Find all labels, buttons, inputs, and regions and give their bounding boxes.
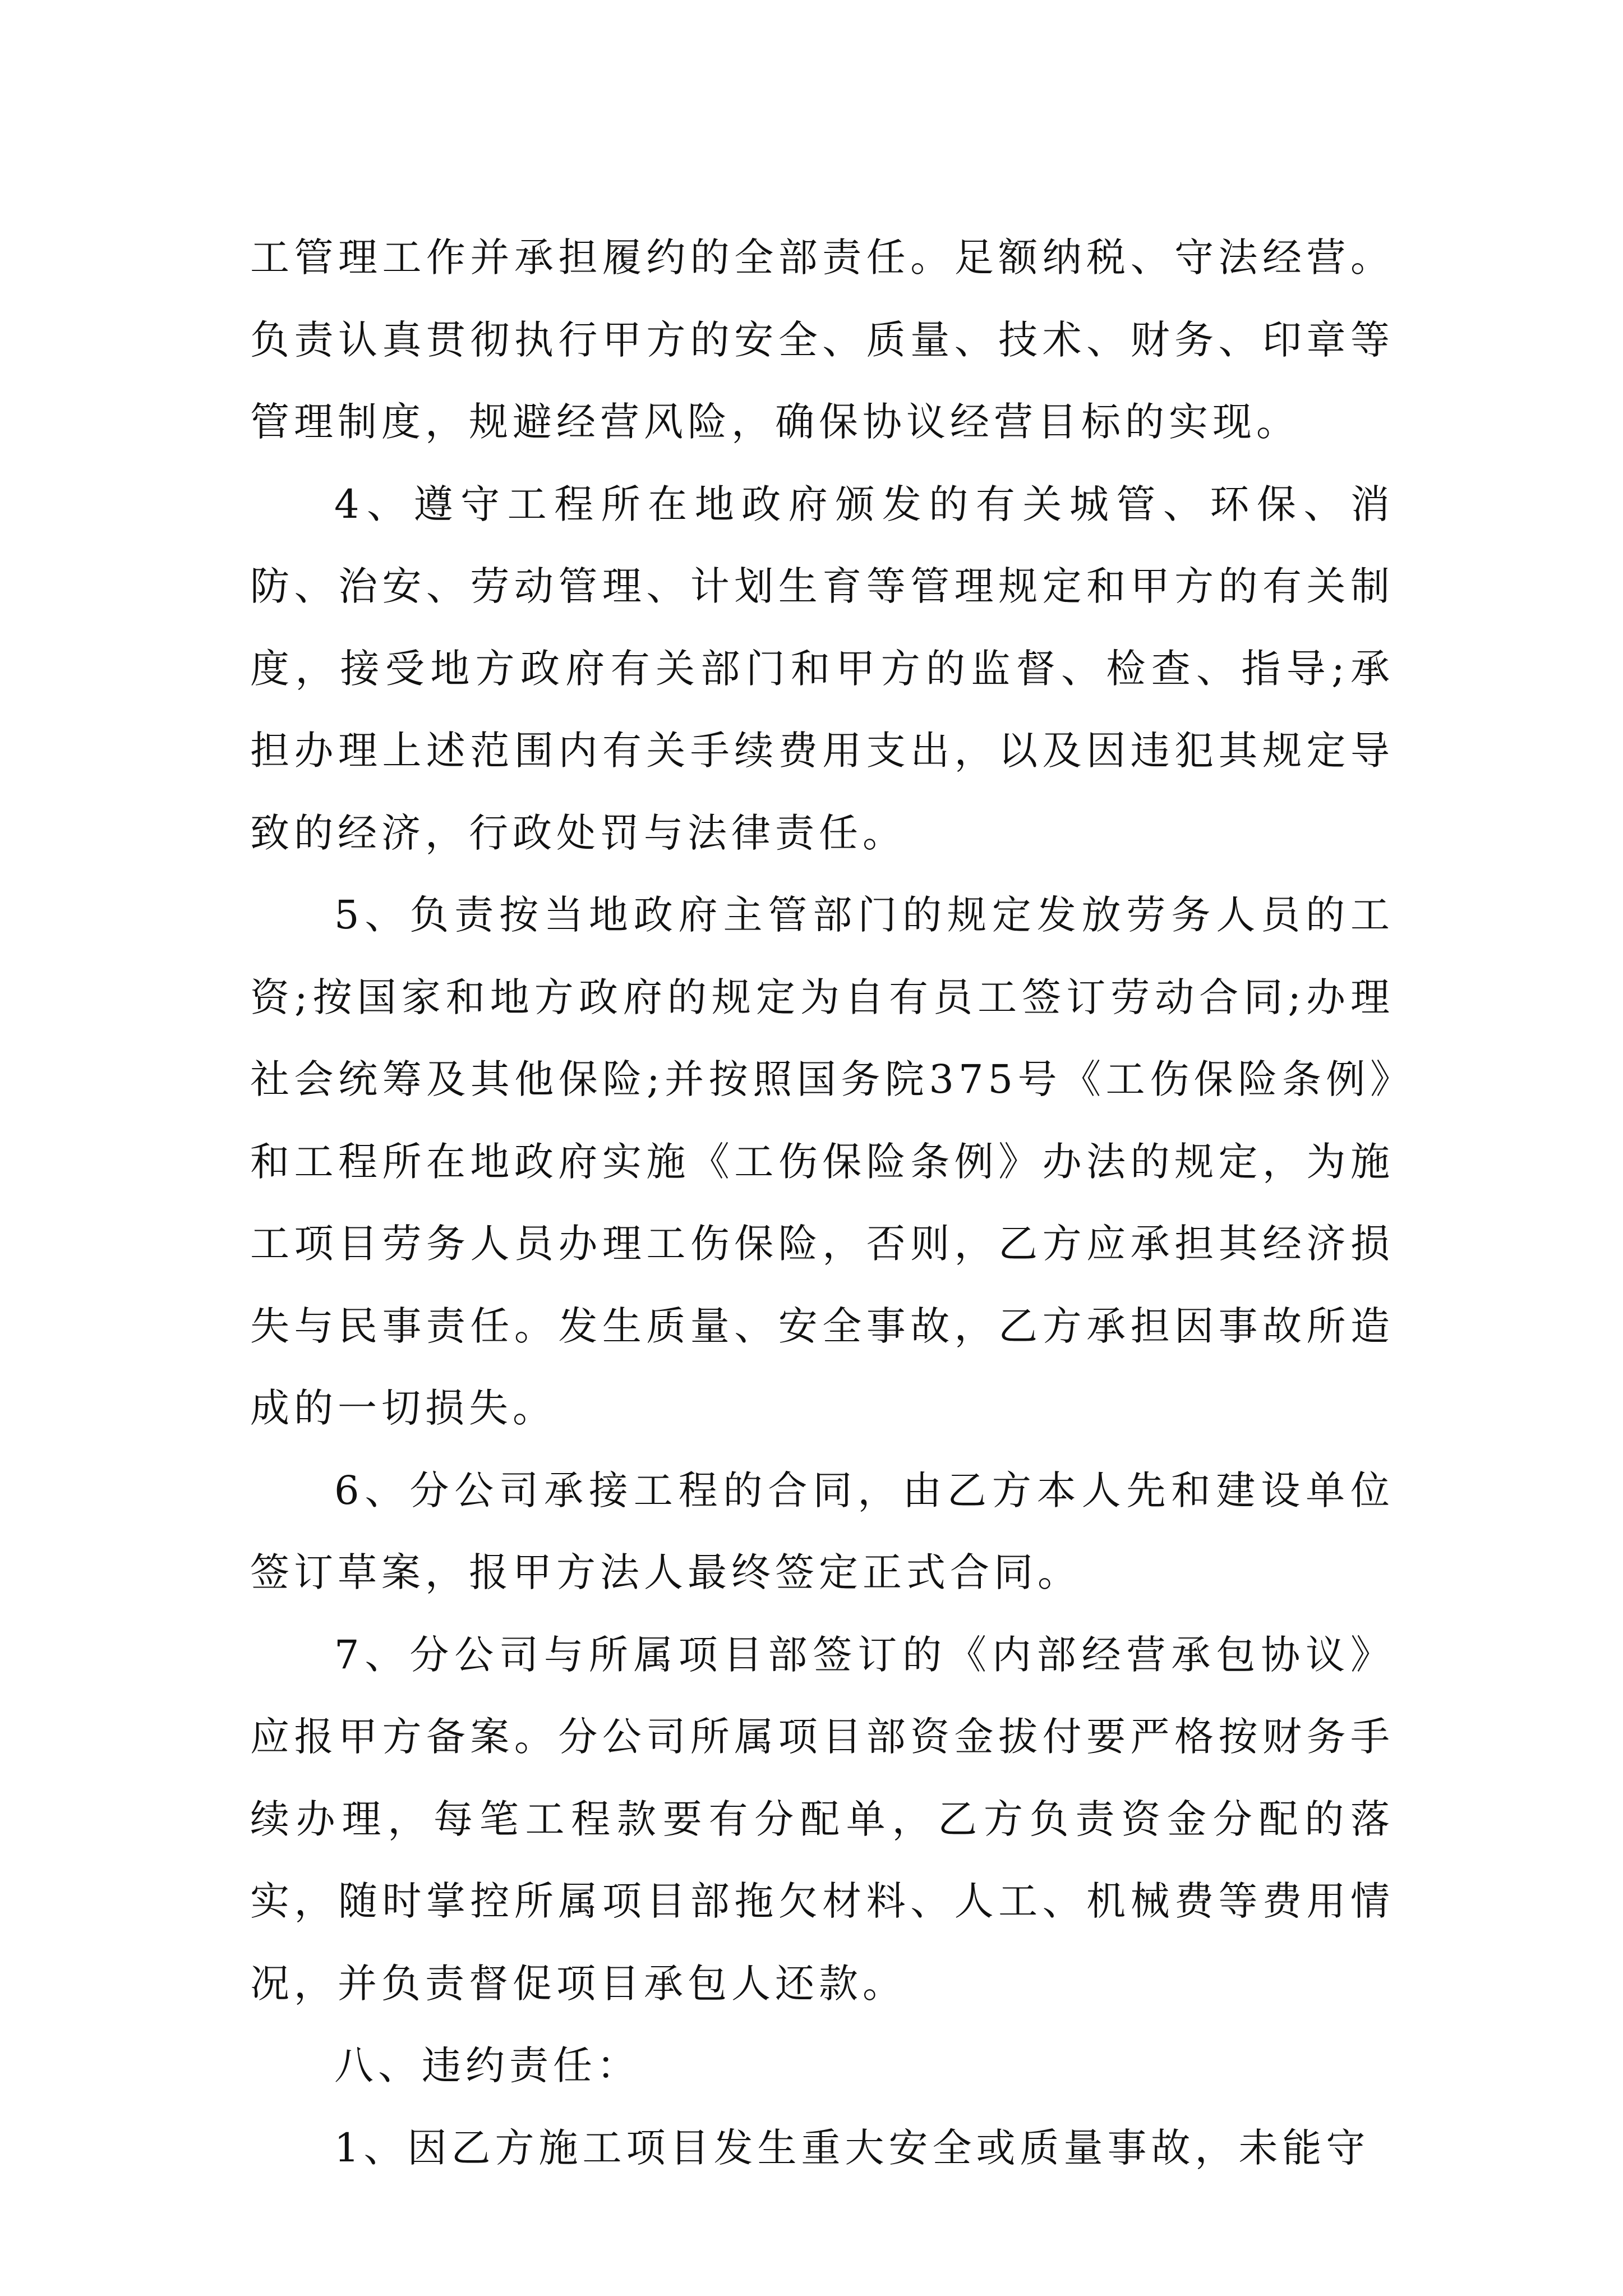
paragraph-3: 5、负责按当地政府主管部门的规定发放劳务人员的工资;按国家和地方政府的规定为自有员工签订劳动合同;办理社会统筹及其他保险;并按照国务院375号《工伤保险条例》和工程所在地政府实施《工伤保险条例》办法的规定，为施工项目劳务人员办理工伤保险，否则，乙方应承担其经济损失与民事责任。发生质量、安全事故，乙方承担因事故所造成的一切损失。 bbox=[250, 892, 1394, 1431]
section-heading: 八、违约责任： bbox=[334, 2042, 640, 2088]
paragraph-2: 4、遵守工程所在地政府颁发的有关城管、环保、消防、治安、劳动管理、计划生育等管理规定和甲方的有关制度，接受地方政府有关部门和甲方的监督、检查、指导;承担办理上述范围内有关手续费用支出，以及因违犯其规定导致的经济，行政处罚与法律责任。 bbox=[250, 481, 1394, 856]
paragraph-1: 工管理工作并承担履约的全部责任。足额纳税、守法经营。负责认真贯彻执行甲方的安全、质量、技术、财务、印章等管理制度，规避经营风险，确保协议经营目标的实现。 bbox=[250, 234, 1394, 445]
paragraph-4: 6、分公司承接工程的合同，由乙方本人先和建设单位签订草案，报甲方法人最终签定正式合同。 bbox=[250, 1467, 1394, 1595]
paragraph-6: 1、因乙方施工项目发生重大安全或质量事故，未能守 bbox=[334, 2124, 1370, 2171]
document-body bbox=[250, 217, 1394, 2189]
paragraph-5: 7、分公司与所属项目部签订的《内部经营承包协议》应报甲方备案。分公司所属项目部资金拔付要严格按财务手续办理，每笔工程款要有分配单，乙方负责资金分配的落实，随时掌控所属项目部拖欠材料、人工、机械费等费用情况，并负责督促项目承包人还款。 bbox=[250, 1631, 1394, 2007]
